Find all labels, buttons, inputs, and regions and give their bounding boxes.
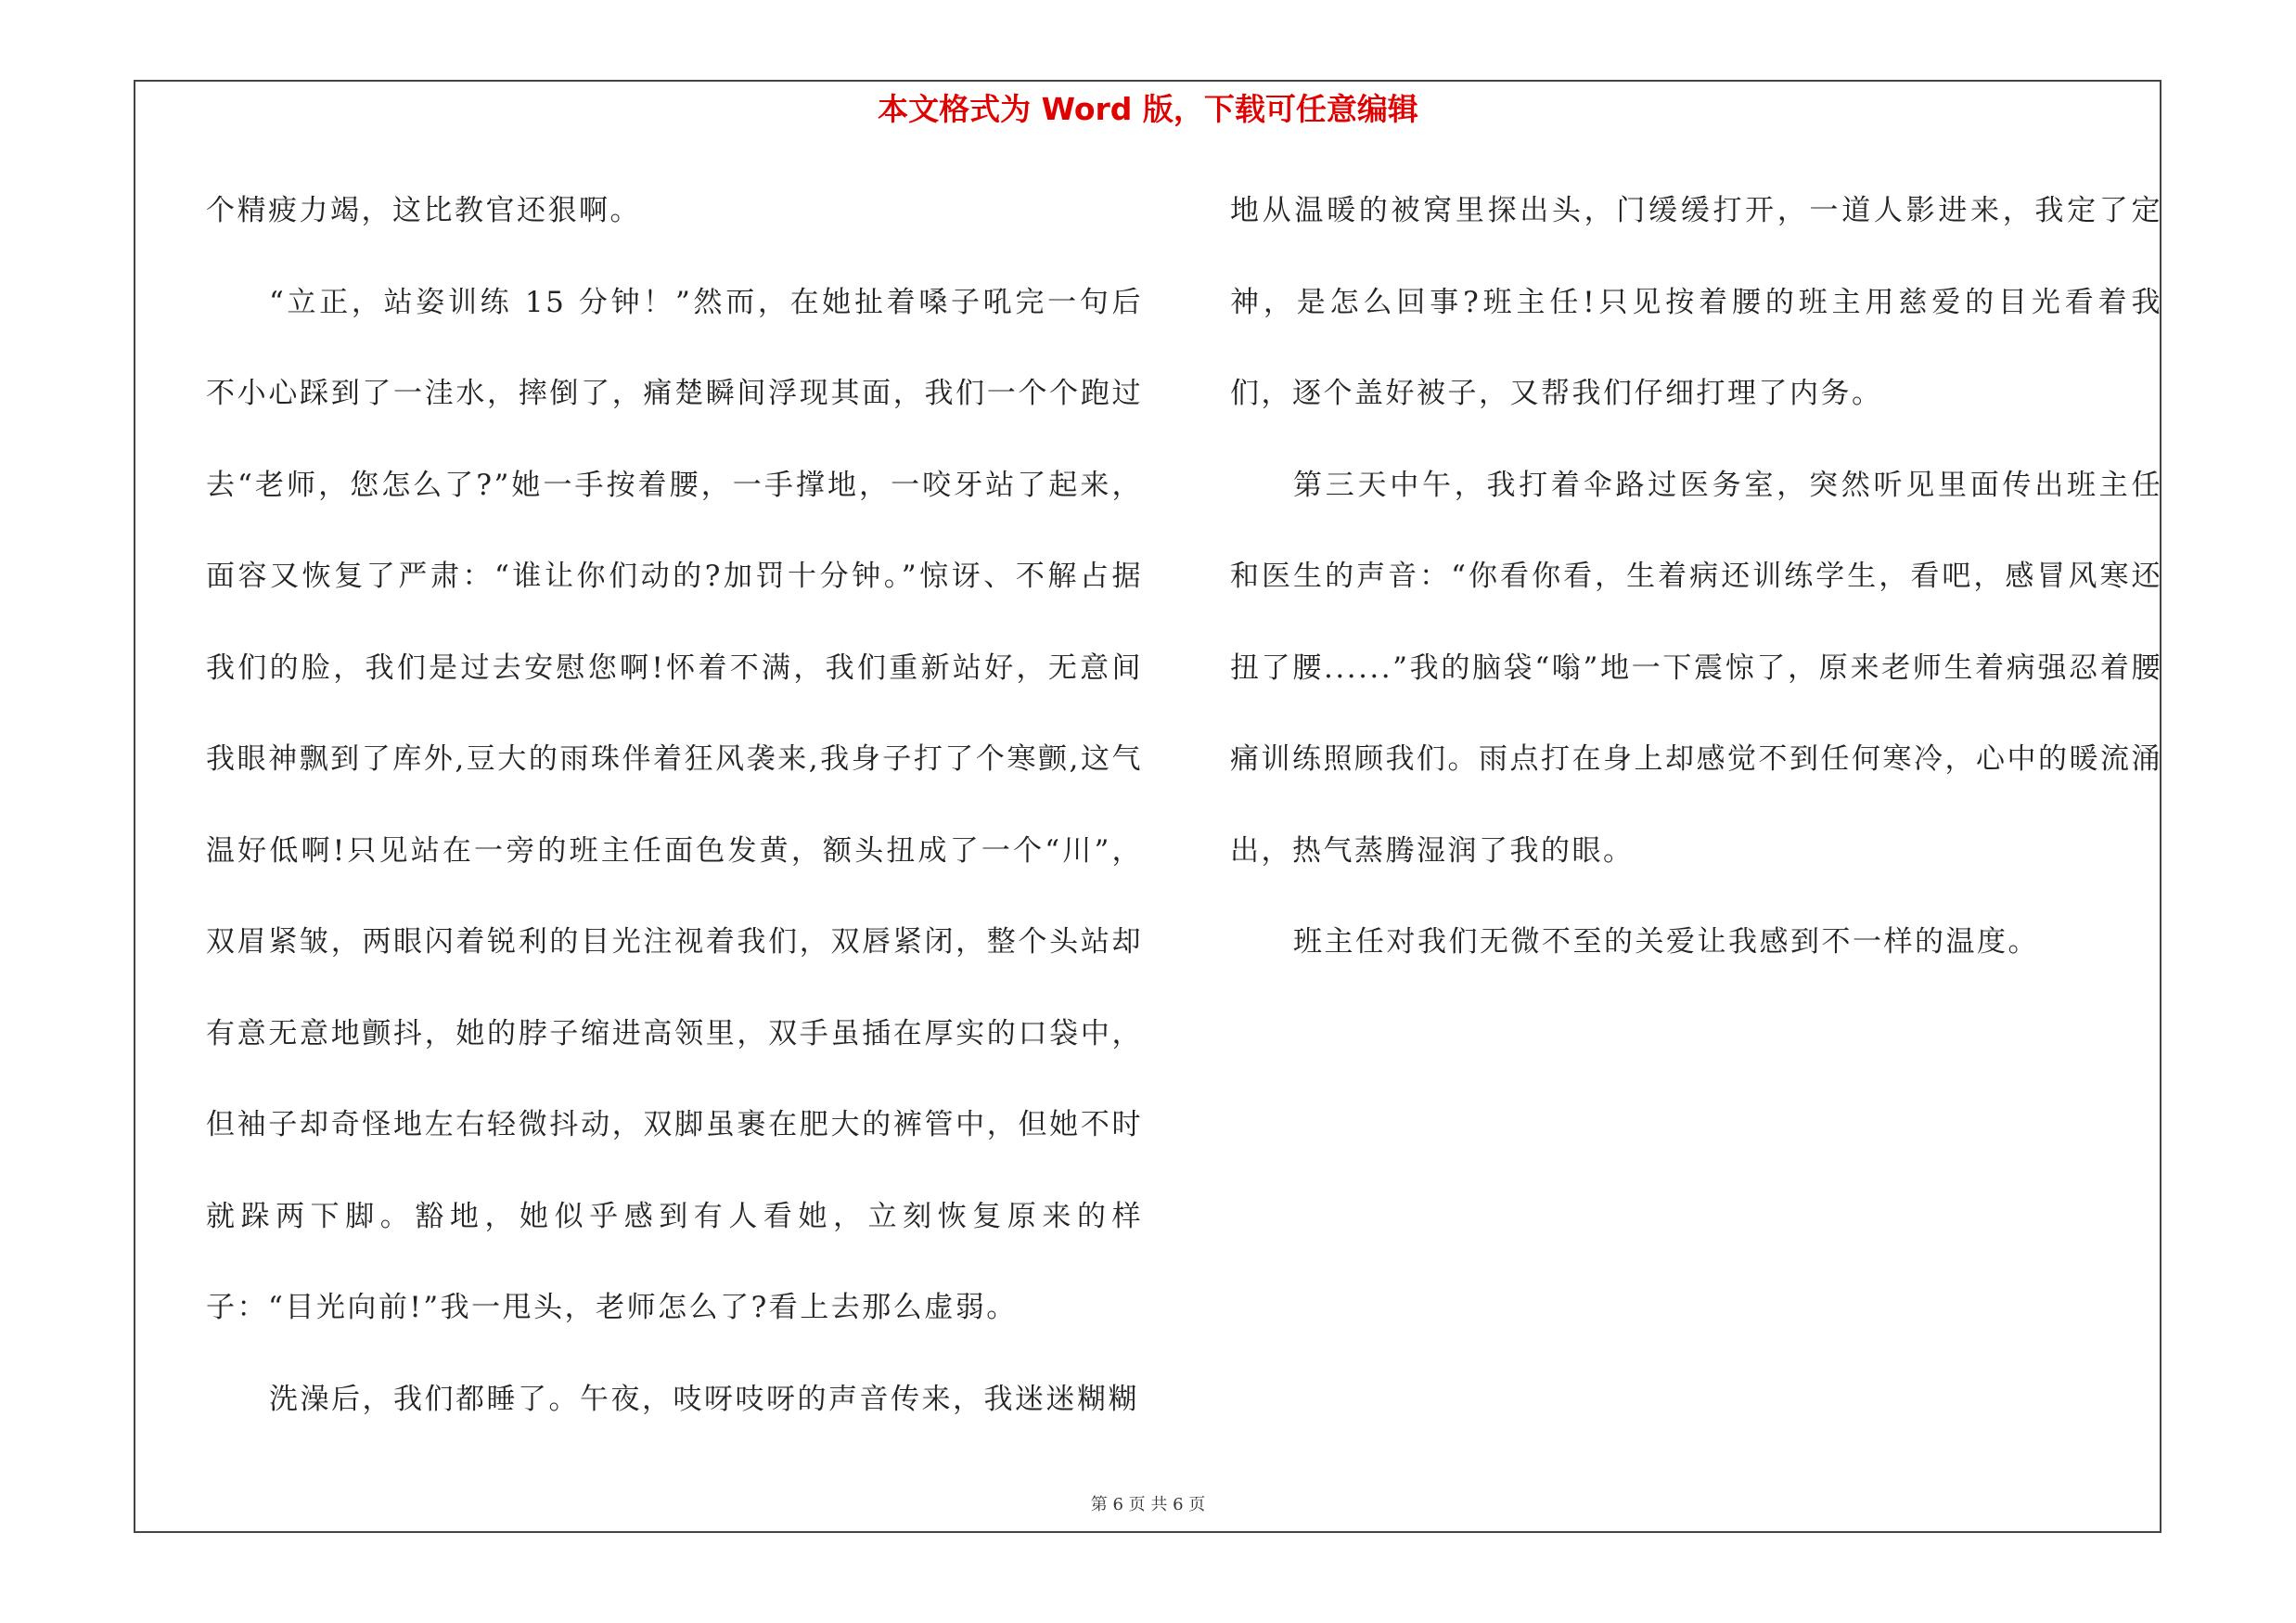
page-number-footer: 第 6 页 共 6 页 bbox=[1090, 1495, 1206, 1514]
right-text-column bbox=[1230, 165, 2162, 988]
paragraph: 地从温暖的被窝里探出头，门缓缓打开，一道人影进来，我定了定神，是怎么回事?班主任!只见按着腰的班主用慈爱的目光看着我们，逐个盖好被子，又帮我们仔细打理了内务。 bbox=[1230, 194, 2162, 410]
paragraph: “立正，站姿训练 15 分钟！”然而，在她扯着嗓子吼完一句后不小心踩到了一洼水，摔倒了，痛楚瞬间浮现其面，我们一个个跑过去“老师，您怎么了?”她一手按着腰，一手撑地，一咬牙站了起来，面容又恢复了严肃：“谁让你们动的?加罚十分钟。”惊讶、不解占据我们的脸，我们是过去安慰您啊!怀着不满，我们重新站好，无意间我眼神飘到了库外,豆大的雨珠伴着狂风袭来,我身子打了个寒颤,这气温好低啊!只见站在一旁的班主任面色发黄，额头扭成了一个“川”，双眉紧皱，两眼闪着锐利的目光注视着我们，双唇紧闭，整个头站却有意无意地颤抖，她的脖子缩进高领里，双手虽插在厚实的口袋中，但袖子却奇怪地左右轻微抖动，双脚虽裹在肥大的裤管中，但她不时就跺两下脚。豁地，她似乎感到有人看她，立刻恢复原来的样子：“目光向前!”我一甩头，老师怎么了?看上去那么虚弱。 bbox=[206, 285, 1143, 1324]
paragraph: 洗澡后，我们都睡了。午夜，吱呀吱呀的声音传来，我迷迷糊糊 bbox=[269, 1382, 1139, 1416]
paragraph: 班主任对我们无微不至的关爱让我感到不一样的温度。 bbox=[1293, 925, 2039, 959]
left-text-column bbox=[206, 165, 1143, 1445]
paragraph: 个精疲力竭，这比教官还狠啊。 bbox=[206, 194, 641, 227]
paragraph: 第三天中午，我打着伞路过医务室，突然听见里面传出班主任和医生的声音：“你看你看，生着病还训练学生，看吧，感冒风寒还扭了腰......”我的脑袋“嗡”地一下震惊了，原来老师生着病强忍着腰痛训练照顾我们。雨点打在身上却感觉不到任何寒冷，心中的暖流涌出，热气蒸腾湿润了我的眼。 bbox=[1230, 468, 2162, 868]
word-format-banner: 本文格式为 Word 版，下载可任意编辑 bbox=[878, 91, 1418, 127]
